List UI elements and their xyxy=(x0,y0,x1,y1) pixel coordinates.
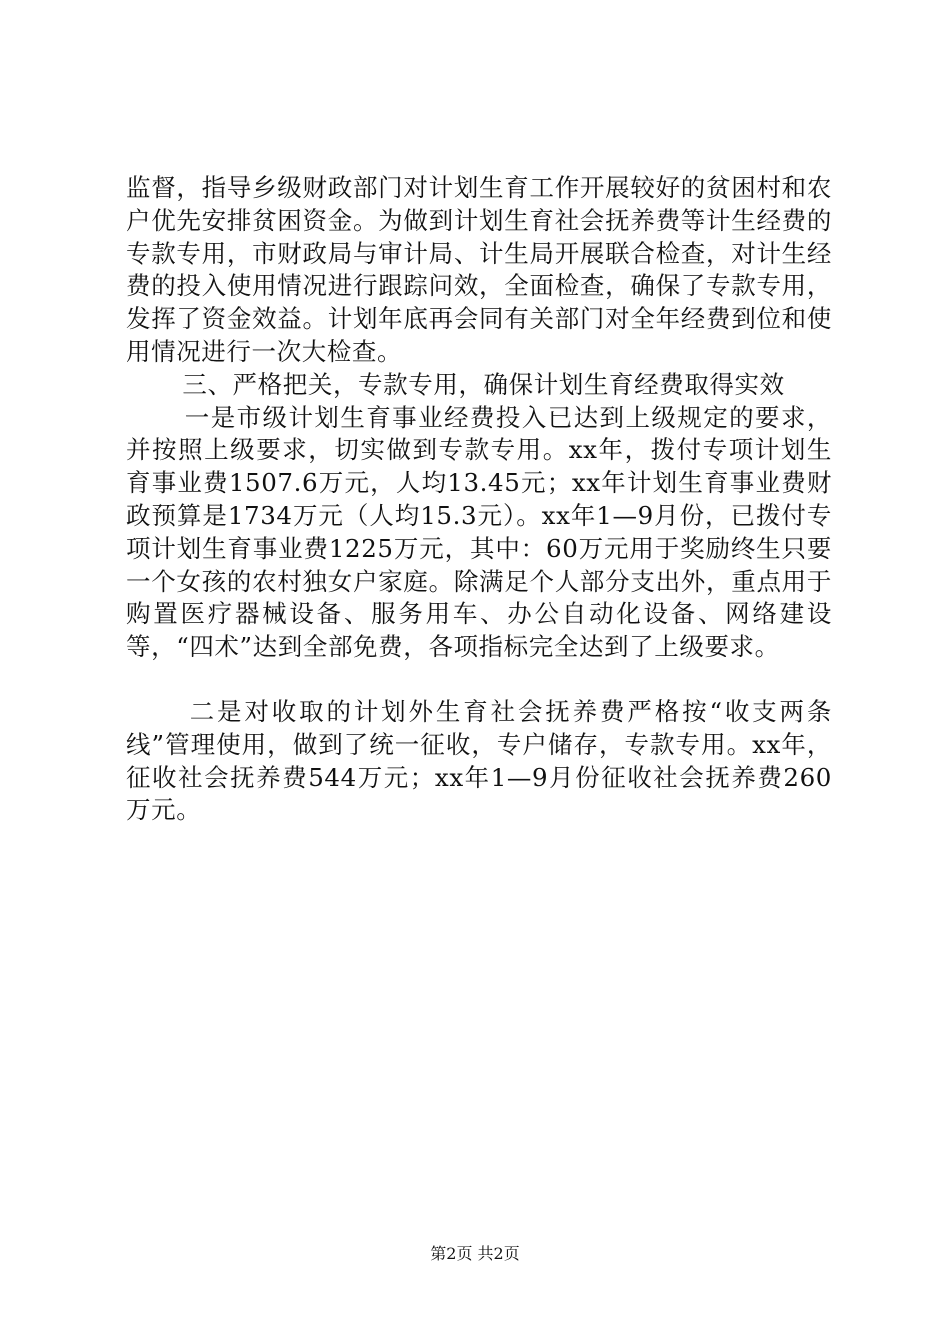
paragraph-funding-supervision: 监督，指导乡级财政部门对计划生育工作开展较好的贫困村和农户优先安排贫困资金。为做到计划生育社会抚养费等计生经费的专款专用，市财政局与审计局、计生局开展联合检查，对计生经费的投入使用情况进行跟踪问效，全面检查，确保了专款专用，发挥了资金效益。计划年底再会同有关部门对全年经费到位和使用情况进行一次大检查。 xyxy=(126,173,832,366)
paragraph-city-funding: 一是市级计划生育事业经费投入已达到上级规定的要求，并按照上级要求，切实做到专款专用。xx年，拨付专项计划生育事业费1507.6万元，人均13.45元；xx年计划生育事业费财政预算是1734万元（人均15.3元）。xx年1—9月份，已拨付专项计划生育事业费1225万元，其中：60万元用于奖励终生只要一个女孩的农村独女户家庭。除满足个人部分支出外，重点用于购置医疗器械设备、服务用车、办公自动化设备、网络建设等，“四术”达到全部免费，各项指标完全达到了上级要求。 xyxy=(126,402,832,662)
page-footer: 第2页 共2页 xyxy=(430,1244,520,1263)
paragraph-social-fees: 二是对收取的计划外生育社会抚养费严格按“收支两条线”管理使用，做到了统一征收，专户储存，专款专用。xx年，征收社会抚养费544万元；xx年1—9月份征收社会抚养费260万元。 xyxy=(126,696,832,825)
section-heading-3: 三、严格把关，专款专用，确保计划生育经费取得实效 xyxy=(182,369,785,399)
document-body xyxy=(126,172,832,827)
